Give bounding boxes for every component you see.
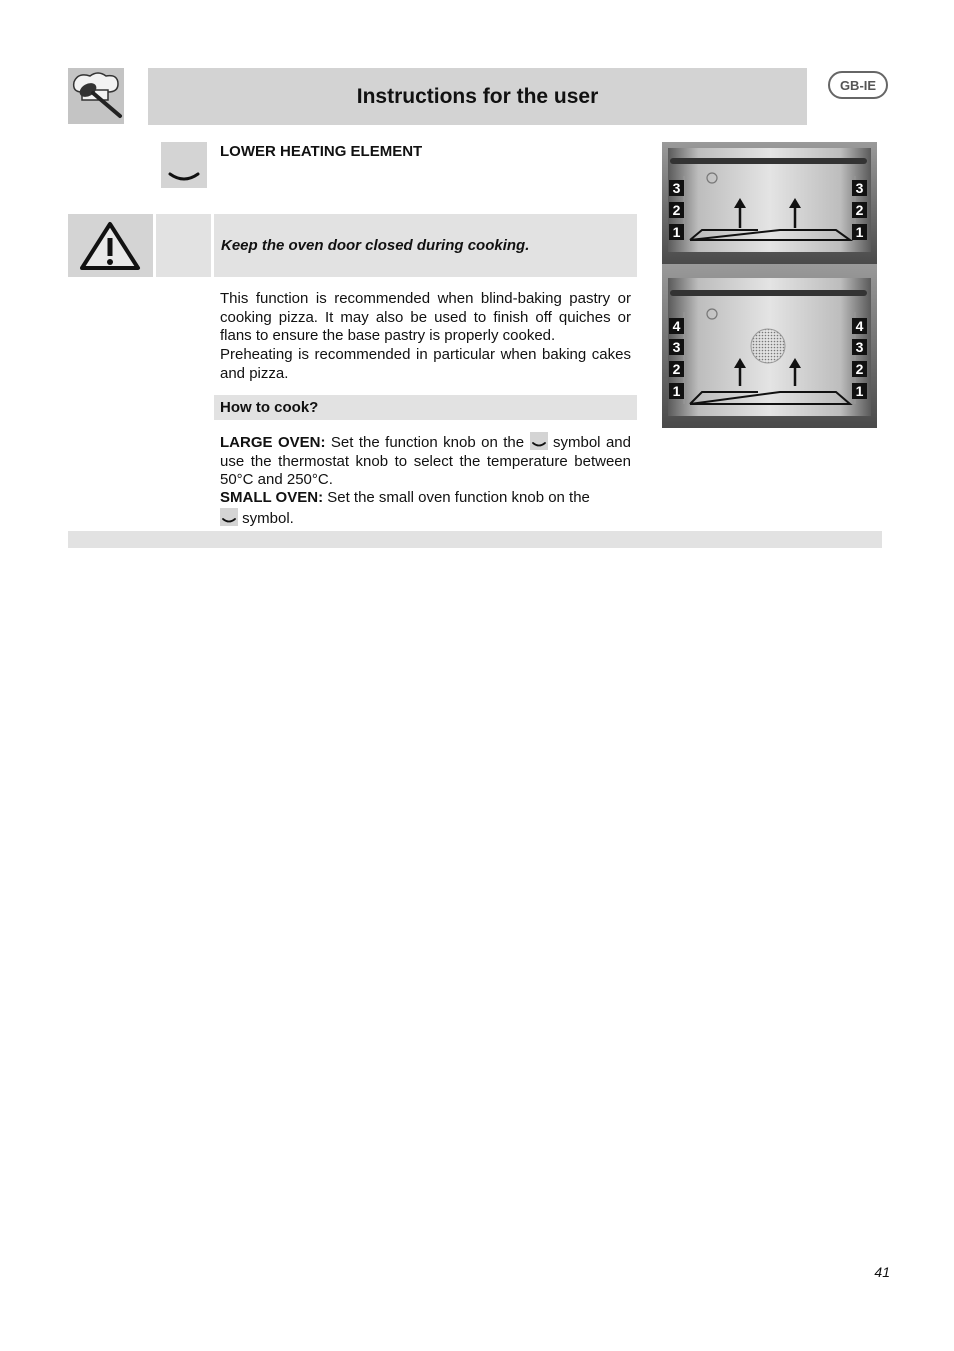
small-oven-label: SMALL OVEN: bbox=[220, 489, 324, 506]
large-oven-text-before: Set the function knob on the bbox=[330, 434, 525, 451]
description-paragraph-1: This function is recommended when blind-baking pastry or cooking pizza. It may also be used to finish off quiches or flans to ensure the base pastry is properly cooked. bbox=[220, 290, 631, 344]
logo bbox=[68, 68, 124, 124]
lower-heating-element-icon bbox=[530, 432, 548, 450]
section-divider-bar bbox=[68, 531, 882, 548]
inline-symbol-box bbox=[220, 508, 238, 526]
warning-triangle-icon bbox=[68, 214, 153, 277]
how-to-cook-title: How to cook? bbox=[220, 399, 319, 416]
lower-heating-element-symbol bbox=[161, 142, 207, 188]
small-oven-text-before: Set the small oven function knob on the bbox=[327, 489, 590, 506]
large-oven-level-right: 2 bbox=[855, 361, 864, 377]
large-oven-level-left: 3 bbox=[672, 339, 681, 355]
large-oven-level-right: 4 bbox=[855, 318, 864, 334]
page-number: 41 bbox=[874, 1264, 890, 1280]
warning-box bbox=[214, 214, 637, 277]
warning-text: Keep the oven door closed during cooking. bbox=[221, 237, 530, 254]
large-oven-level-left: 2 bbox=[672, 361, 681, 377]
large-oven-level-left: 4 bbox=[672, 318, 681, 334]
large-oven-label: LARGE OVEN: bbox=[220, 434, 326, 451]
small-oven-text-after: symbol. bbox=[242, 509, 294, 527]
small-oven-level-left: 2 bbox=[672, 202, 681, 218]
large-oven-level-right: 3 bbox=[855, 339, 864, 355]
oven-cavity-illustration bbox=[662, 142, 877, 428]
header-bar bbox=[148, 68, 807, 125]
large-oven-level-right: 1 bbox=[855, 383, 864, 399]
small-oven-level-left: 3 bbox=[672, 180, 681, 196]
chef-hat-spoon-icon bbox=[68, 68, 124, 124]
small-oven-instructions bbox=[220, 489, 631, 528]
lower-heating-element-icon bbox=[161, 142, 207, 188]
large-oven-text-after: symbol and use the thermostat knob to select the temperature between 50°C and 250°C. bbox=[220, 434, 631, 488]
how-to-cook-bar bbox=[214, 395, 637, 420]
section-title: LOWER HEATING ELEMENT bbox=[220, 143, 423, 160]
warning-spacer bbox=[156, 214, 211, 277]
small-oven-level-right: 2 bbox=[855, 202, 864, 218]
lower-heating-element-icon bbox=[220, 508, 238, 526]
large-oven-instructions bbox=[220, 432, 631, 490]
small-oven-level-right: 3 bbox=[855, 180, 864, 196]
inline-symbol-box bbox=[530, 432, 548, 450]
small-oven-level-left: 1 bbox=[672, 224, 681, 240]
language-badge: GB-IE bbox=[828, 71, 888, 99]
page-title: Instructions for the user bbox=[356, 84, 599, 108]
large-oven-level-left: 1 bbox=[672, 383, 681, 399]
oven-illustration bbox=[662, 142, 877, 428]
description-paragraph-2: Preheating is recommended in particular when baking cakes and pizza. bbox=[220, 346, 631, 382]
warning-icon-box bbox=[68, 214, 153, 277]
small-oven-level-right: 1 bbox=[855, 224, 864, 240]
